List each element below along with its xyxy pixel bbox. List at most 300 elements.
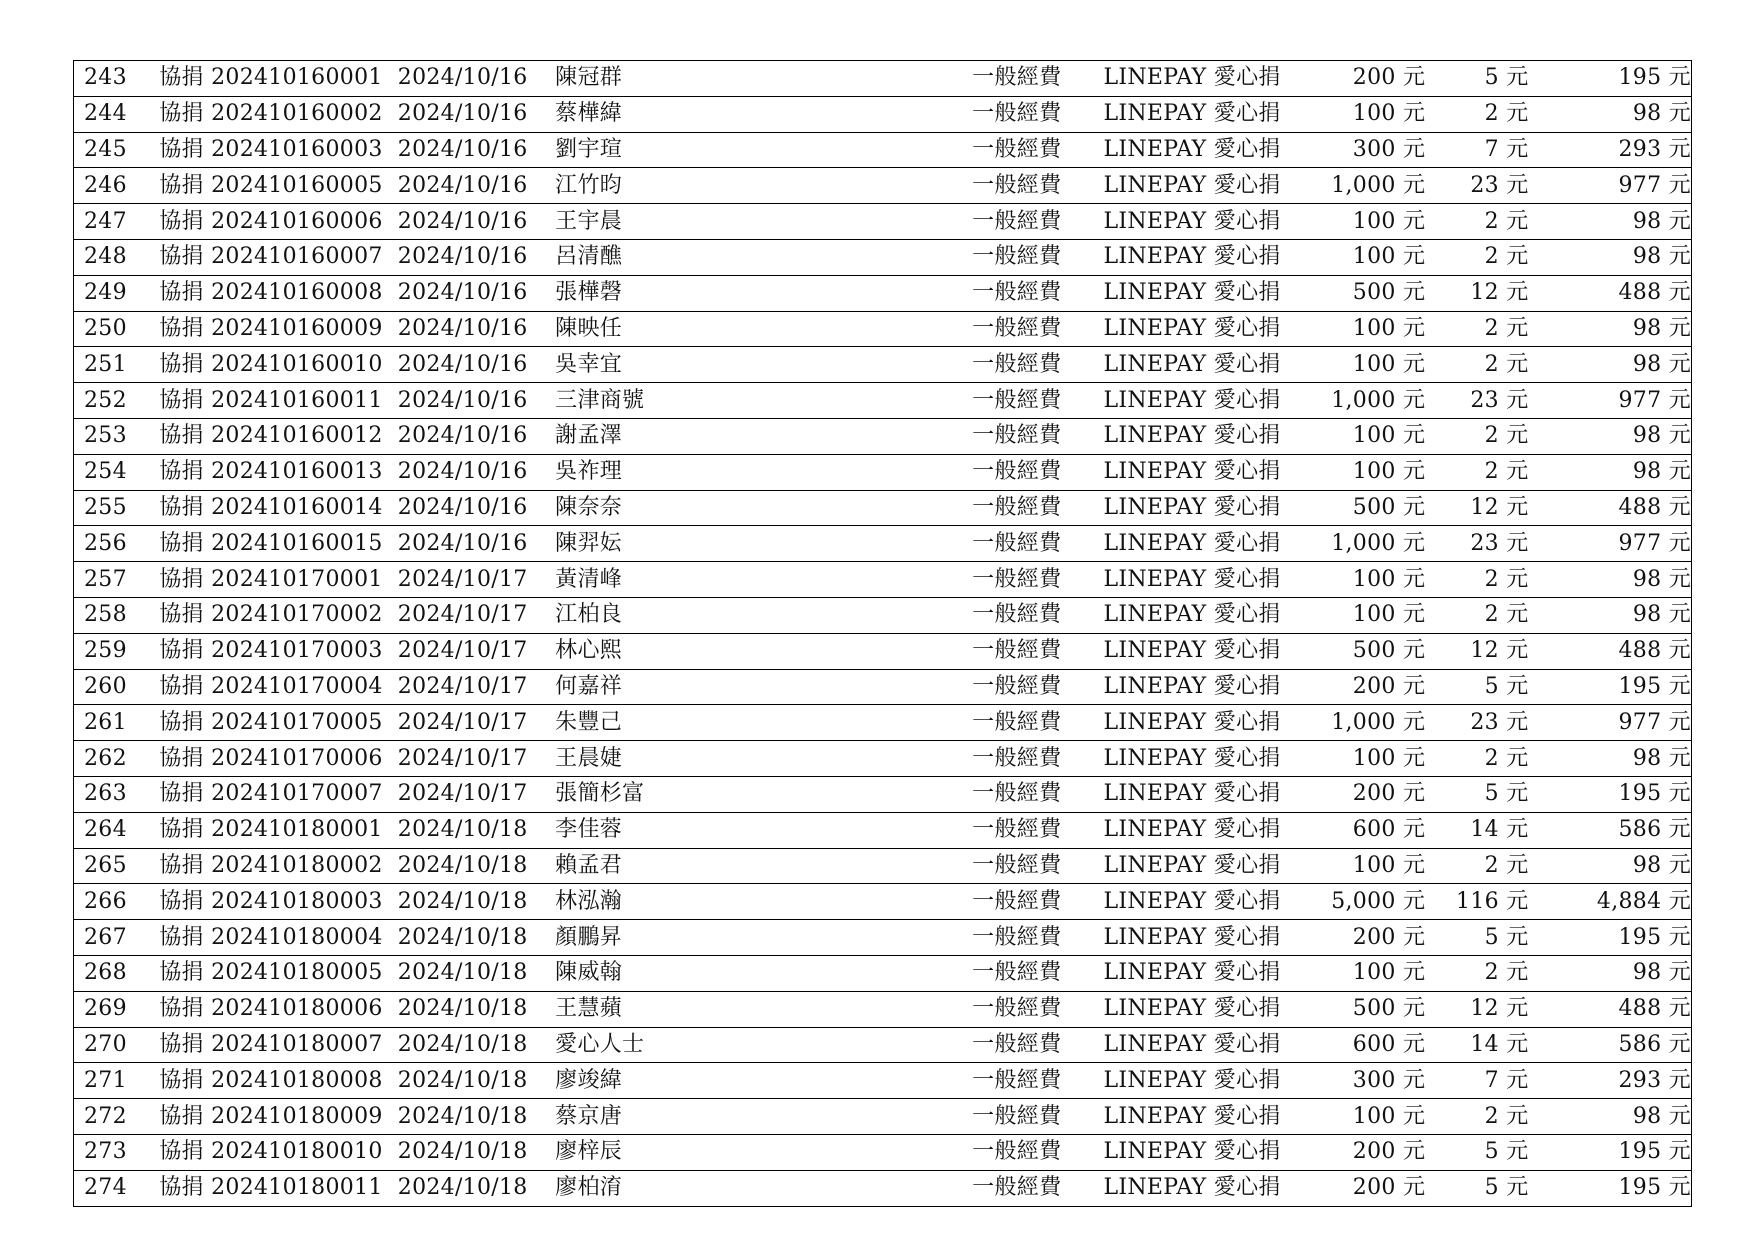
fund-category-cell: 一般經費 (972, 311, 1103, 347)
net-amount-cell: 977 元 (1529, 168, 1692, 204)
donation-amount-cell: 1,000 元 (1304, 705, 1425, 741)
row-number-cell: 268 (74, 955, 160, 991)
donor-name-cell: 王晨婕 (555, 741, 972, 777)
fund-category-cell: 一般經費 (972, 705, 1103, 741)
receipt-number-cell: 協捐 202410160012 (159, 418, 398, 454)
donation-date-cell: 2024/10/17 (398, 597, 555, 633)
donor-name-cell: 蔡樺緯 (555, 96, 972, 132)
donor-name-cell: 朱豐己 (555, 705, 972, 741)
net-amount-cell: 977 元 (1529, 383, 1692, 419)
table-row (74, 1099, 1692, 1135)
receipt-number-cell: 協捐 202410160013 (159, 454, 398, 490)
donation-date-cell: 2024/10/18 (398, 920, 555, 956)
donation-date-cell: 2024/10/16 (398, 96, 555, 132)
donation-date-cell: 2024/10/16 (398, 204, 555, 240)
table-row (74, 669, 1692, 705)
donation-amount-cell: 100 元 (1304, 204, 1425, 240)
fund-category-cell: 一般經費 (972, 96, 1103, 132)
donor-name-cell: 廖柏淯 (555, 1170, 972, 1206)
processing-fee-cell: 2 元 (1425, 597, 1528, 633)
fund-category-cell: 一般經費 (972, 669, 1103, 705)
donation-date-cell: 2024/10/16 (398, 275, 555, 311)
fund-category-cell: 一般經費 (972, 168, 1103, 204)
row-number-cell: 266 (74, 884, 160, 920)
receipt-number-cell: 協捐 202410180002 (159, 848, 398, 884)
table-row (74, 490, 1692, 526)
donation-amount-cell: 600 元 (1304, 812, 1425, 848)
donor-name-cell: 林泓瀚 (555, 884, 972, 920)
table-row (74, 705, 1692, 741)
donation-amount-cell: 200 元 (1304, 920, 1425, 956)
net-amount-cell: 98 元 (1529, 204, 1692, 240)
processing-fee-cell: 2 元 (1425, 96, 1528, 132)
donor-name-cell: 愛心人士 (555, 1027, 972, 1063)
donation-amount-cell: 500 元 (1304, 633, 1425, 669)
receipt-number-cell: 協捐 202410160015 (159, 526, 398, 562)
processing-fee-cell: 2 元 (1425, 741, 1528, 777)
table-row (74, 776, 1692, 812)
table-row (74, 741, 1692, 777)
processing-fee-cell: 5 元 (1425, 776, 1528, 812)
donor-name-cell: 劉宇瑄 (555, 132, 972, 168)
donation-amount-cell: 200 元 (1304, 776, 1425, 812)
processing-fee-cell: 2 元 (1425, 955, 1528, 991)
payment-method-cell: LINEPAY 愛心捐 (1103, 597, 1303, 633)
processing-fee-cell: 23 元 (1425, 526, 1528, 562)
donor-name-cell: 張樺磬 (555, 275, 972, 311)
fund-category-cell: 一般經費 (972, 1027, 1103, 1063)
fund-category-cell: 一般經費 (972, 812, 1103, 848)
row-number-cell: 258 (74, 597, 160, 633)
table-row (74, 633, 1692, 669)
receipt-number-cell: 協捐 202410180009 (159, 1099, 398, 1135)
net-amount-cell: 4,884 元 (1529, 884, 1692, 920)
processing-fee-cell: 2 元 (1425, 562, 1528, 598)
row-number-cell: 250 (74, 311, 160, 347)
payment-method-cell: LINEPAY 愛心捐 (1103, 1170, 1303, 1206)
net-amount-cell: 98 元 (1529, 454, 1692, 490)
receipt-number-cell: 協捐 202410160001 (159, 61, 398, 97)
receipt-number-cell: 協捐 202410180003 (159, 884, 398, 920)
payment-method-cell: LINEPAY 愛心捐 (1103, 275, 1303, 311)
net-amount-cell: 195 元 (1529, 1134, 1692, 1170)
donation-amount-cell: 500 元 (1304, 991, 1425, 1027)
donor-name-cell: 江竹昀 (555, 168, 972, 204)
receipt-number-cell: 協捐 202410170002 (159, 597, 398, 633)
table-row (74, 239, 1692, 275)
table-row (74, 562, 1692, 598)
donation-date-cell: 2024/10/18 (398, 848, 555, 884)
donation-amount-cell: 100 元 (1304, 418, 1425, 454)
donation-amount-cell: 100 元 (1304, 955, 1425, 991)
row-number-cell: 246 (74, 168, 160, 204)
fund-category-cell: 一般經費 (972, 275, 1103, 311)
row-number-cell: 248 (74, 239, 160, 275)
processing-fee-cell: 14 元 (1425, 1027, 1528, 1063)
table-row (74, 383, 1692, 419)
table-row (74, 1027, 1692, 1063)
donation-amount-cell: 1,000 元 (1304, 168, 1425, 204)
fund-category-cell: 一般經費 (972, 920, 1103, 956)
net-amount-cell: 98 元 (1529, 848, 1692, 884)
net-amount-cell: 98 元 (1529, 1099, 1692, 1135)
donation-amount-cell: 600 元 (1304, 1027, 1425, 1063)
receipt-number-cell: 協捐 202410180010 (159, 1134, 398, 1170)
donation-date-cell: 2024/10/16 (398, 239, 555, 275)
donation-date-cell: 2024/10/18 (398, 991, 555, 1027)
row-number-cell: 272 (74, 1099, 160, 1135)
donation-table (73, 60, 1692, 1207)
receipt-number-cell: 協捐 202410160010 (159, 347, 398, 383)
processing-fee-cell: 23 元 (1425, 168, 1528, 204)
row-number-cell: 247 (74, 204, 160, 240)
payment-method-cell: LINEPAY 愛心捐 (1103, 991, 1303, 1027)
fund-category-cell: 一般經費 (972, 454, 1103, 490)
donor-name-cell: 陳奈奈 (555, 490, 972, 526)
processing-fee-cell: 5 元 (1425, 920, 1528, 956)
payment-method-cell: LINEPAY 愛心捐 (1103, 884, 1303, 920)
donor-name-cell: 陳羿妘 (555, 526, 972, 562)
payment-method-cell: LINEPAY 愛心捐 (1103, 96, 1303, 132)
payment-method-cell: LINEPAY 愛心捐 (1103, 132, 1303, 168)
table-row (74, 1063, 1692, 1099)
row-number-cell: 264 (74, 812, 160, 848)
fund-category-cell: 一般經費 (972, 490, 1103, 526)
net-amount-cell: 98 元 (1529, 741, 1692, 777)
table-row (74, 812, 1692, 848)
payment-method-cell: LINEPAY 愛心捐 (1103, 418, 1303, 454)
processing-fee-cell: 12 元 (1425, 633, 1528, 669)
payment-method-cell: LINEPAY 愛心捐 (1103, 347, 1303, 383)
fund-category-cell: 一般經費 (972, 1063, 1103, 1099)
donor-name-cell: 王宇晨 (555, 204, 972, 240)
fund-category-cell: 一般經費 (972, 633, 1103, 669)
donation-amount-cell: 200 元 (1304, 61, 1425, 97)
receipt-number-cell: 協捐 202410160006 (159, 204, 398, 240)
payment-method-cell: LINEPAY 愛心捐 (1103, 383, 1303, 419)
processing-fee-cell: 2 元 (1425, 848, 1528, 884)
processing-fee-cell: 5 元 (1425, 1170, 1528, 1206)
receipt-number-cell: 協捐 202410180008 (159, 1063, 398, 1099)
net-amount-cell: 98 元 (1529, 347, 1692, 383)
processing-fee-cell: 2 元 (1425, 347, 1528, 383)
row-number-cell: 255 (74, 490, 160, 526)
table-row (74, 132, 1692, 168)
receipt-number-cell: 協捐 202410170003 (159, 633, 398, 669)
donor-name-cell: 三津商號 (555, 383, 972, 419)
net-amount-cell: 98 元 (1529, 96, 1692, 132)
payment-method-cell: LINEPAY 愛心捐 (1103, 490, 1303, 526)
donation-date-cell: 2024/10/16 (398, 526, 555, 562)
table-row (74, 1134, 1692, 1170)
row-number-cell: 267 (74, 920, 160, 956)
donation-amount-cell: 100 元 (1304, 96, 1425, 132)
table-row (74, 920, 1692, 956)
table-row (74, 884, 1692, 920)
donor-name-cell: 江柏良 (555, 597, 972, 633)
donation-date-cell: 2024/10/16 (398, 61, 555, 97)
payment-method-cell: LINEPAY 愛心捐 (1103, 454, 1303, 490)
processing-fee-cell: 2 元 (1425, 1099, 1528, 1135)
payment-method-cell: LINEPAY 愛心捐 (1103, 705, 1303, 741)
donation-date-cell: 2024/10/16 (398, 168, 555, 204)
receipt-number-cell: 協捐 202410180004 (159, 920, 398, 956)
row-number-cell: 269 (74, 991, 160, 1027)
receipt-number-cell: 協捐 202410160003 (159, 132, 398, 168)
donation-amount-cell: 100 元 (1304, 347, 1425, 383)
net-amount-cell: 195 元 (1529, 1170, 1692, 1206)
donor-name-cell: 謝孟澤 (555, 418, 972, 454)
row-number-cell: 256 (74, 526, 160, 562)
receipt-number-cell: 協捐 202410160011 (159, 383, 398, 419)
receipt-number-cell: 協捐 202410160009 (159, 311, 398, 347)
processing-fee-cell: 5 元 (1425, 669, 1528, 705)
payment-method-cell: LINEPAY 愛心捐 (1103, 741, 1303, 777)
net-amount-cell: 488 元 (1529, 490, 1692, 526)
donation-amount-cell: 5,000 元 (1304, 884, 1425, 920)
receipt-number-cell: 協捐 202410160002 (159, 96, 398, 132)
row-number-cell: 271 (74, 1063, 160, 1099)
row-number-cell: 273 (74, 1134, 160, 1170)
payment-method-cell: LINEPAY 愛心捐 (1103, 1134, 1303, 1170)
row-number-cell: 260 (74, 669, 160, 705)
fund-category-cell: 一般經費 (972, 418, 1103, 454)
receipt-number-cell: 協捐 202410180005 (159, 955, 398, 991)
receipt-number-cell: 協捐 202410180011 (159, 1170, 398, 1206)
table-row (74, 848, 1692, 884)
row-number-cell: 257 (74, 562, 160, 598)
net-amount-cell: 195 元 (1529, 920, 1692, 956)
fund-category-cell: 一般經費 (972, 132, 1103, 168)
row-number-cell: 261 (74, 705, 160, 741)
payment-method-cell: LINEPAY 愛心捐 (1103, 920, 1303, 956)
row-number-cell: 254 (74, 454, 160, 490)
donor-name-cell: 陳威翰 (555, 955, 972, 991)
processing-fee-cell: 2 元 (1425, 311, 1528, 347)
donation-date-cell: 2024/10/18 (398, 955, 555, 991)
table-row (74, 347, 1692, 383)
net-amount-cell: 293 元 (1529, 132, 1692, 168)
table-row (74, 526, 1692, 562)
row-number-cell: 274 (74, 1170, 160, 1206)
donor-name-cell: 陳冠群 (555, 61, 972, 97)
donation-date-cell: 2024/10/17 (398, 633, 555, 669)
net-amount-cell: 98 元 (1529, 418, 1692, 454)
net-amount-cell: 98 元 (1529, 955, 1692, 991)
donor-name-cell: 李佳蓉 (555, 812, 972, 848)
receipt-number-cell: 協捐 202410160005 (159, 168, 398, 204)
processing-fee-cell: 2 元 (1425, 239, 1528, 275)
processing-fee-cell: 12 元 (1425, 275, 1528, 311)
donation-date-cell: 2024/10/16 (398, 454, 555, 490)
fund-category-cell: 一般經費 (972, 1170, 1103, 1206)
processing-fee-cell: 2 元 (1425, 454, 1528, 490)
row-number-cell: 253 (74, 418, 160, 454)
donation-date-cell: 2024/10/17 (398, 741, 555, 777)
donation-date-cell: 2024/10/17 (398, 776, 555, 812)
row-number-cell: 251 (74, 347, 160, 383)
donor-name-cell: 林心熙 (555, 633, 972, 669)
donation-date-cell: 2024/10/17 (398, 705, 555, 741)
donation-table-body (74, 61, 1692, 1207)
fund-category-cell: 一般經費 (972, 991, 1103, 1027)
row-number-cell: 244 (74, 96, 160, 132)
donation-amount-cell: 100 元 (1304, 597, 1425, 633)
fund-category-cell: 一般經費 (972, 562, 1103, 598)
receipt-number-cell: 協捐 202410160014 (159, 490, 398, 526)
row-number-cell: 262 (74, 741, 160, 777)
receipt-number-cell: 協捐 202410180007 (159, 1027, 398, 1063)
fund-category-cell: 一般經費 (972, 1099, 1103, 1135)
donation-amount-cell: 200 元 (1304, 669, 1425, 705)
fund-category-cell: 一般經費 (972, 383, 1103, 419)
row-number-cell: 259 (74, 633, 160, 669)
net-amount-cell: 195 元 (1529, 669, 1692, 705)
payment-method-cell: LINEPAY 愛心捐 (1103, 812, 1303, 848)
table-row (74, 418, 1692, 454)
donation-amount-cell: 1,000 元 (1304, 526, 1425, 562)
donation-date-cell: 2024/10/18 (398, 1063, 555, 1099)
donor-name-cell: 陳映任 (555, 311, 972, 347)
net-amount-cell: 488 元 (1529, 633, 1692, 669)
table-row (74, 275, 1692, 311)
donor-name-cell: 何嘉祥 (555, 669, 972, 705)
processing-fee-cell: 23 元 (1425, 383, 1528, 419)
fund-category-cell: 一般經費 (972, 955, 1103, 991)
table-row (74, 454, 1692, 490)
net-amount-cell: 98 元 (1529, 562, 1692, 598)
table-row (74, 168, 1692, 204)
table-row (74, 597, 1692, 633)
donation-amount-cell: 200 元 (1304, 1170, 1425, 1206)
net-amount-cell: 293 元 (1529, 1063, 1692, 1099)
fund-category-cell: 一般經費 (972, 848, 1103, 884)
net-amount-cell: 488 元 (1529, 991, 1692, 1027)
donation-amount-cell: 300 元 (1304, 1063, 1425, 1099)
donation-date-cell: 2024/10/16 (398, 490, 555, 526)
row-number-cell: 243 (74, 61, 160, 97)
table-row (74, 204, 1692, 240)
payment-method-cell: LINEPAY 愛心捐 (1103, 562, 1303, 598)
payment-method-cell: LINEPAY 愛心捐 (1103, 526, 1303, 562)
donor-name-cell: 王慧蘋 (555, 991, 972, 1027)
donation-amount-cell: 100 元 (1304, 239, 1425, 275)
donation-date-cell: 2024/10/16 (398, 132, 555, 168)
fund-category-cell: 一般經費 (972, 204, 1103, 240)
row-number-cell: 245 (74, 132, 160, 168)
donation-amount-cell: 300 元 (1304, 132, 1425, 168)
payment-method-cell: LINEPAY 愛心捐 (1103, 1099, 1303, 1135)
donation-amount-cell: 100 元 (1304, 311, 1425, 347)
fund-category-cell: 一般經費 (972, 884, 1103, 920)
row-number-cell: 249 (74, 275, 160, 311)
payment-method-cell: LINEPAY 愛心捐 (1103, 168, 1303, 204)
net-amount-cell: 98 元 (1529, 239, 1692, 275)
table-row (74, 1170, 1692, 1206)
donation-amount-cell: 1,000 元 (1304, 383, 1425, 419)
processing-fee-cell: 5 元 (1425, 61, 1528, 97)
fund-category-cell: 一般經費 (972, 597, 1103, 633)
fund-category-cell: 一般經費 (972, 741, 1103, 777)
payment-method-cell: LINEPAY 愛心捐 (1103, 776, 1303, 812)
fund-category-cell: 一般經費 (972, 526, 1103, 562)
payment-method-cell: LINEPAY 愛心捐 (1103, 669, 1303, 705)
payment-method-cell: LINEPAY 愛心捐 (1103, 633, 1303, 669)
net-amount-cell: 98 元 (1529, 597, 1692, 633)
net-amount-cell: 488 元 (1529, 275, 1692, 311)
donation-amount-cell: 100 元 (1304, 562, 1425, 598)
processing-fee-cell: 7 元 (1425, 1063, 1528, 1099)
receipt-number-cell: 協捐 202410180006 (159, 991, 398, 1027)
donation-amount-cell: 100 元 (1304, 741, 1425, 777)
donation-amount-cell: 500 元 (1304, 490, 1425, 526)
donation-date-cell: 2024/10/16 (398, 311, 555, 347)
donation-date-cell: 2024/10/18 (398, 1027, 555, 1063)
row-number-cell: 265 (74, 848, 160, 884)
donation-amount-cell: 100 元 (1304, 454, 1425, 490)
receipt-number-cell: 協捐 202410170004 (159, 669, 398, 705)
row-number-cell: 263 (74, 776, 160, 812)
table-row (74, 96, 1692, 132)
payment-method-cell: LINEPAY 愛心捐 (1103, 955, 1303, 991)
receipt-number-cell: 協捐 202410170005 (159, 705, 398, 741)
donor-name-cell: 張簡杉富 (555, 776, 972, 812)
net-amount-cell: 98 元 (1529, 311, 1692, 347)
table-row (74, 991, 1692, 1027)
net-amount-cell: 977 元 (1529, 705, 1692, 741)
processing-fee-cell: 12 元 (1425, 991, 1528, 1027)
payment-method-cell: LINEPAY 愛心捐 (1103, 239, 1303, 275)
donor-name-cell: 吳幸宜 (555, 347, 972, 383)
net-amount-cell: 586 元 (1529, 1027, 1692, 1063)
processing-fee-cell: 23 元 (1425, 705, 1528, 741)
receipt-number-cell: 協捐 202410180001 (159, 812, 398, 848)
donation-date-cell: 2024/10/16 (398, 383, 555, 419)
donor-name-cell: 蔡京唐 (555, 1099, 972, 1135)
row-number-cell: 252 (74, 383, 160, 419)
donation-date-cell: 2024/10/18 (398, 1170, 555, 1206)
receipt-number-cell: 協捐 202410160007 (159, 239, 398, 275)
row-number-cell: 270 (74, 1027, 160, 1063)
donation-amount-cell: 500 元 (1304, 275, 1425, 311)
donor-name-cell: 廖竣緯 (555, 1063, 972, 1099)
donation-date-cell: 2024/10/18 (398, 812, 555, 848)
donation-date-cell: 2024/10/16 (398, 347, 555, 383)
payment-method-cell: LINEPAY 愛心捐 (1103, 1027, 1303, 1063)
table-row (74, 311, 1692, 347)
donor-name-cell: 吳祚理 (555, 454, 972, 490)
donation-date-cell: 2024/10/17 (398, 669, 555, 705)
donation-amount-cell: 200 元 (1304, 1134, 1425, 1170)
donation-date-cell: 2024/10/16 (398, 418, 555, 454)
net-amount-cell: 977 元 (1529, 526, 1692, 562)
processing-fee-cell: 7 元 (1425, 132, 1528, 168)
receipt-number-cell: 協捐 202410160008 (159, 275, 398, 311)
donation-amount-cell: 100 元 (1304, 1099, 1425, 1135)
processing-fee-cell: 12 元 (1425, 490, 1528, 526)
payment-method-cell: LINEPAY 愛心捐 (1103, 848, 1303, 884)
processing-fee-cell: 5 元 (1425, 1134, 1528, 1170)
fund-category-cell: 一般經費 (972, 239, 1103, 275)
receipt-number-cell: 協捐 202410170001 (159, 562, 398, 598)
fund-category-cell: 一般經費 (972, 347, 1103, 383)
net-amount-cell: 195 元 (1529, 776, 1692, 812)
donation-date-cell: 2024/10/18 (398, 1099, 555, 1135)
payment-method-cell: LINEPAY 愛心捐 (1103, 61, 1303, 97)
processing-fee-cell: 14 元 (1425, 812, 1528, 848)
donor-name-cell: 廖梓辰 (555, 1134, 972, 1170)
processing-fee-cell: 2 元 (1425, 204, 1528, 240)
